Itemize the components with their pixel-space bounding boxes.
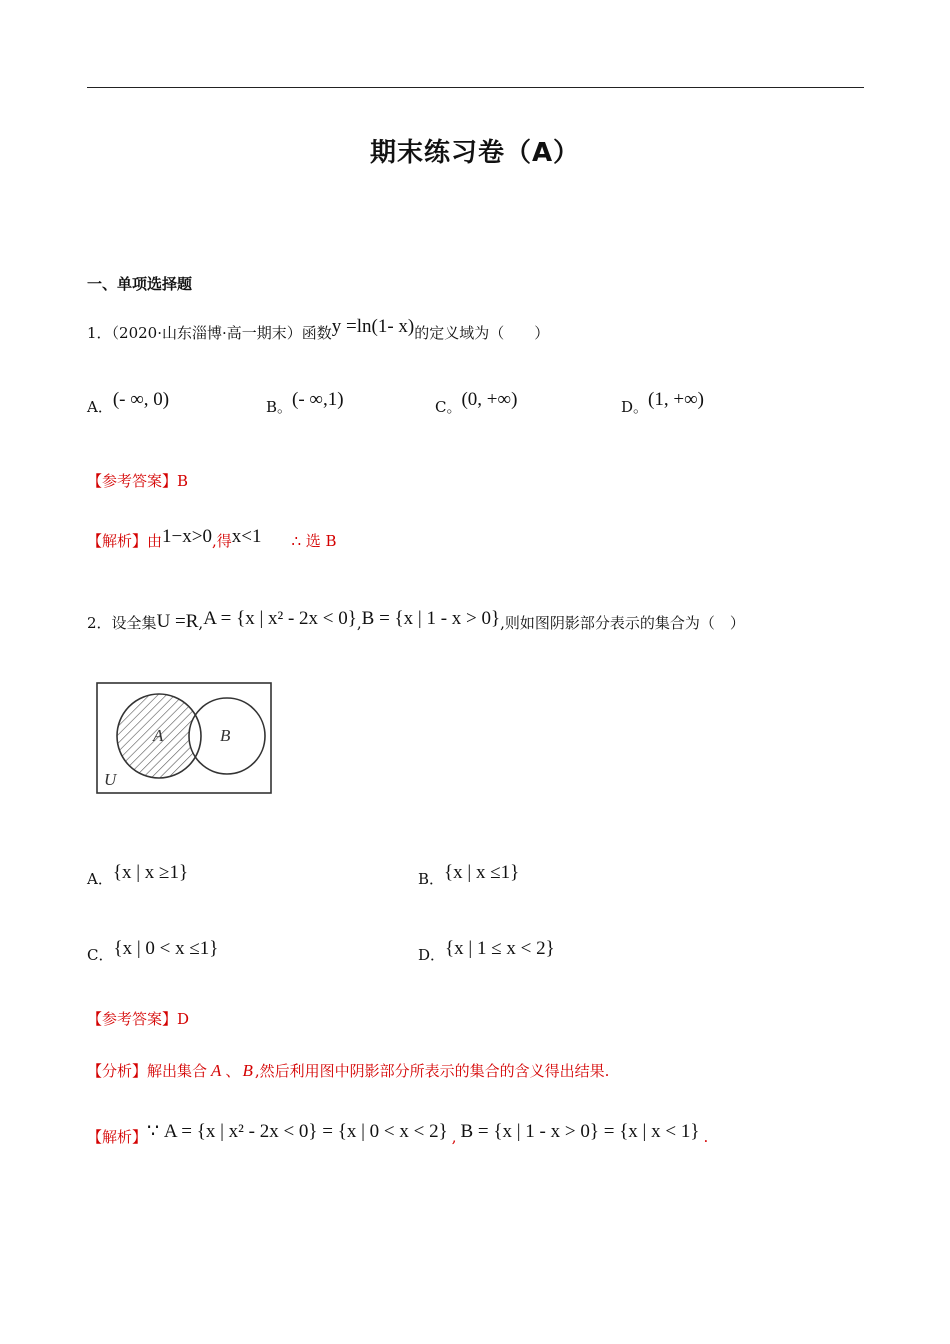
header-rule	[87, 87, 864, 88]
option-label: A．	[87, 398, 113, 416]
option-value: (- ∞, 0)	[112, 389, 170, 410]
question-source: （2020·山东淄博·高一期末）函数	[111, 324, 332, 342]
q2-option-d[interactable]	[418, 938, 555, 966]
analysis-text: 解出集合	[147, 1062, 208, 1080]
explanation-end: .	[703, 1128, 709, 1146]
option-label: C。	[435, 398, 462, 416]
option-label: B。	[266, 398, 293, 416]
q1-option-c[interactable]	[435, 389, 518, 418]
universal-set: U =R	[156, 611, 199, 632]
label-b: B	[220, 726, 231, 745]
page-title: 期末练习卷（A）	[369, 138, 581, 168]
set-b-solution: B = {x | 1 - x > 0} = {x | x < 1}	[460, 1121, 700, 1142]
answer-tag: 【参考答案】	[87, 472, 178, 490]
q1-explanation	[87, 526, 337, 552]
q2-option-c[interactable]	[87, 938, 219, 966]
set-a-solution: ∵ A = {x | x² - 2x < 0} = {x | 0 < x < 2}	[147, 1121, 448, 1142]
option-value: {x | 0 < x ≤1}	[113, 938, 219, 959]
venn-diagram	[95, 681, 275, 797]
explanation-text: 由	[147, 532, 163, 550]
q2-answer	[87, 1008, 189, 1029]
analysis-tag: 【分析】	[87, 1062, 148, 1080]
function-formula: y =ln(1- x)	[331, 316, 415, 337]
option-label: D．	[418, 946, 446, 964]
analysis-text: ,然后利用图中阴影部分所表示的集合的含义得出结果.	[254, 1062, 610, 1080]
q2-option-a[interactable]	[87, 862, 189, 890]
option-value: {x | 1 ≤ x < 2}	[445, 938, 555, 959]
explanation-conclusion: ∴ 选 B	[291, 532, 337, 550]
option-label: C．	[87, 946, 114, 964]
q1-option-a[interactable]	[87, 389, 170, 418]
set-a-symbol: A	[211, 1061, 222, 1080]
question-prefix: 设全集	[111, 614, 157, 632]
question-tail: ,则如图阴影部分表示的集合为（ ）	[500, 614, 745, 632]
answer-value: D	[177, 1010, 190, 1028]
question-2: 2．设全集U =R,A = {x | x² - 2x < 0},B = {x | 1 - x > 0},则如图阴影部分表示的集合为（ ）	[87, 608, 745, 632]
option-value: (0, +∞)	[461, 389, 518, 410]
question-tail: 的定义域为（ ）	[414, 324, 550, 342]
inequality-1: 1−x>0	[162, 526, 212, 547]
question-number: 2．	[87, 614, 112, 632]
q2-analysis	[87, 1060, 609, 1081]
explanation-tag: 【解析】	[87, 532, 148, 550]
answer-tag: 【参考答案】	[87, 1010, 178, 1028]
label-u: U	[104, 770, 117, 789]
analysis-separator: 、	[225, 1062, 241, 1080]
q2-option-b[interactable]	[418, 862, 520, 890]
option-value: {x | x ≤1}	[444, 862, 520, 883]
option-value: (1, +∞)	[648, 389, 704, 410]
q1-option-d[interactable]	[621, 389, 704, 418]
option-label: B．	[418, 870, 445, 888]
explanation-comma: ,	[451, 1128, 457, 1146]
q1-answer	[87, 470, 188, 491]
option-label: D。	[621, 398, 649, 416]
set-a-definition: A = {x | x² - 2x < 0}	[203, 608, 357, 629]
set-b-symbol: B	[242, 1061, 253, 1080]
set-b-definition: B = {x | 1 - x > 0}	[361, 608, 501, 629]
option-value: {x | x ≥1}	[112, 862, 189, 883]
question-number: 1．	[87, 324, 112, 342]
explanation-text: ,得	[211, 532, 232, 550]
label-a: A	[153, 726, 164, 745]
inequality-2: x<1	[231, 526, 262, 547]
option-value: (- ∞,1)	[292, 389, 344, 410]
question-1	[87, 316, 550, 344]
explanation-tag: 【解析】	[87, 1128, 148, 1146]
q2-explanation	[87, 1121, 709, 1148]
option-label: A．	[87, 870, 113, 888]
answer-value: B	[177, 472, 189, 490]
shaded-region	[95, 681, 275, 797]
q1-option-b[interactable]	[266, 389, 344, 418]
section-heading: 一、单项选择题	[87, 275, 193, 293]
